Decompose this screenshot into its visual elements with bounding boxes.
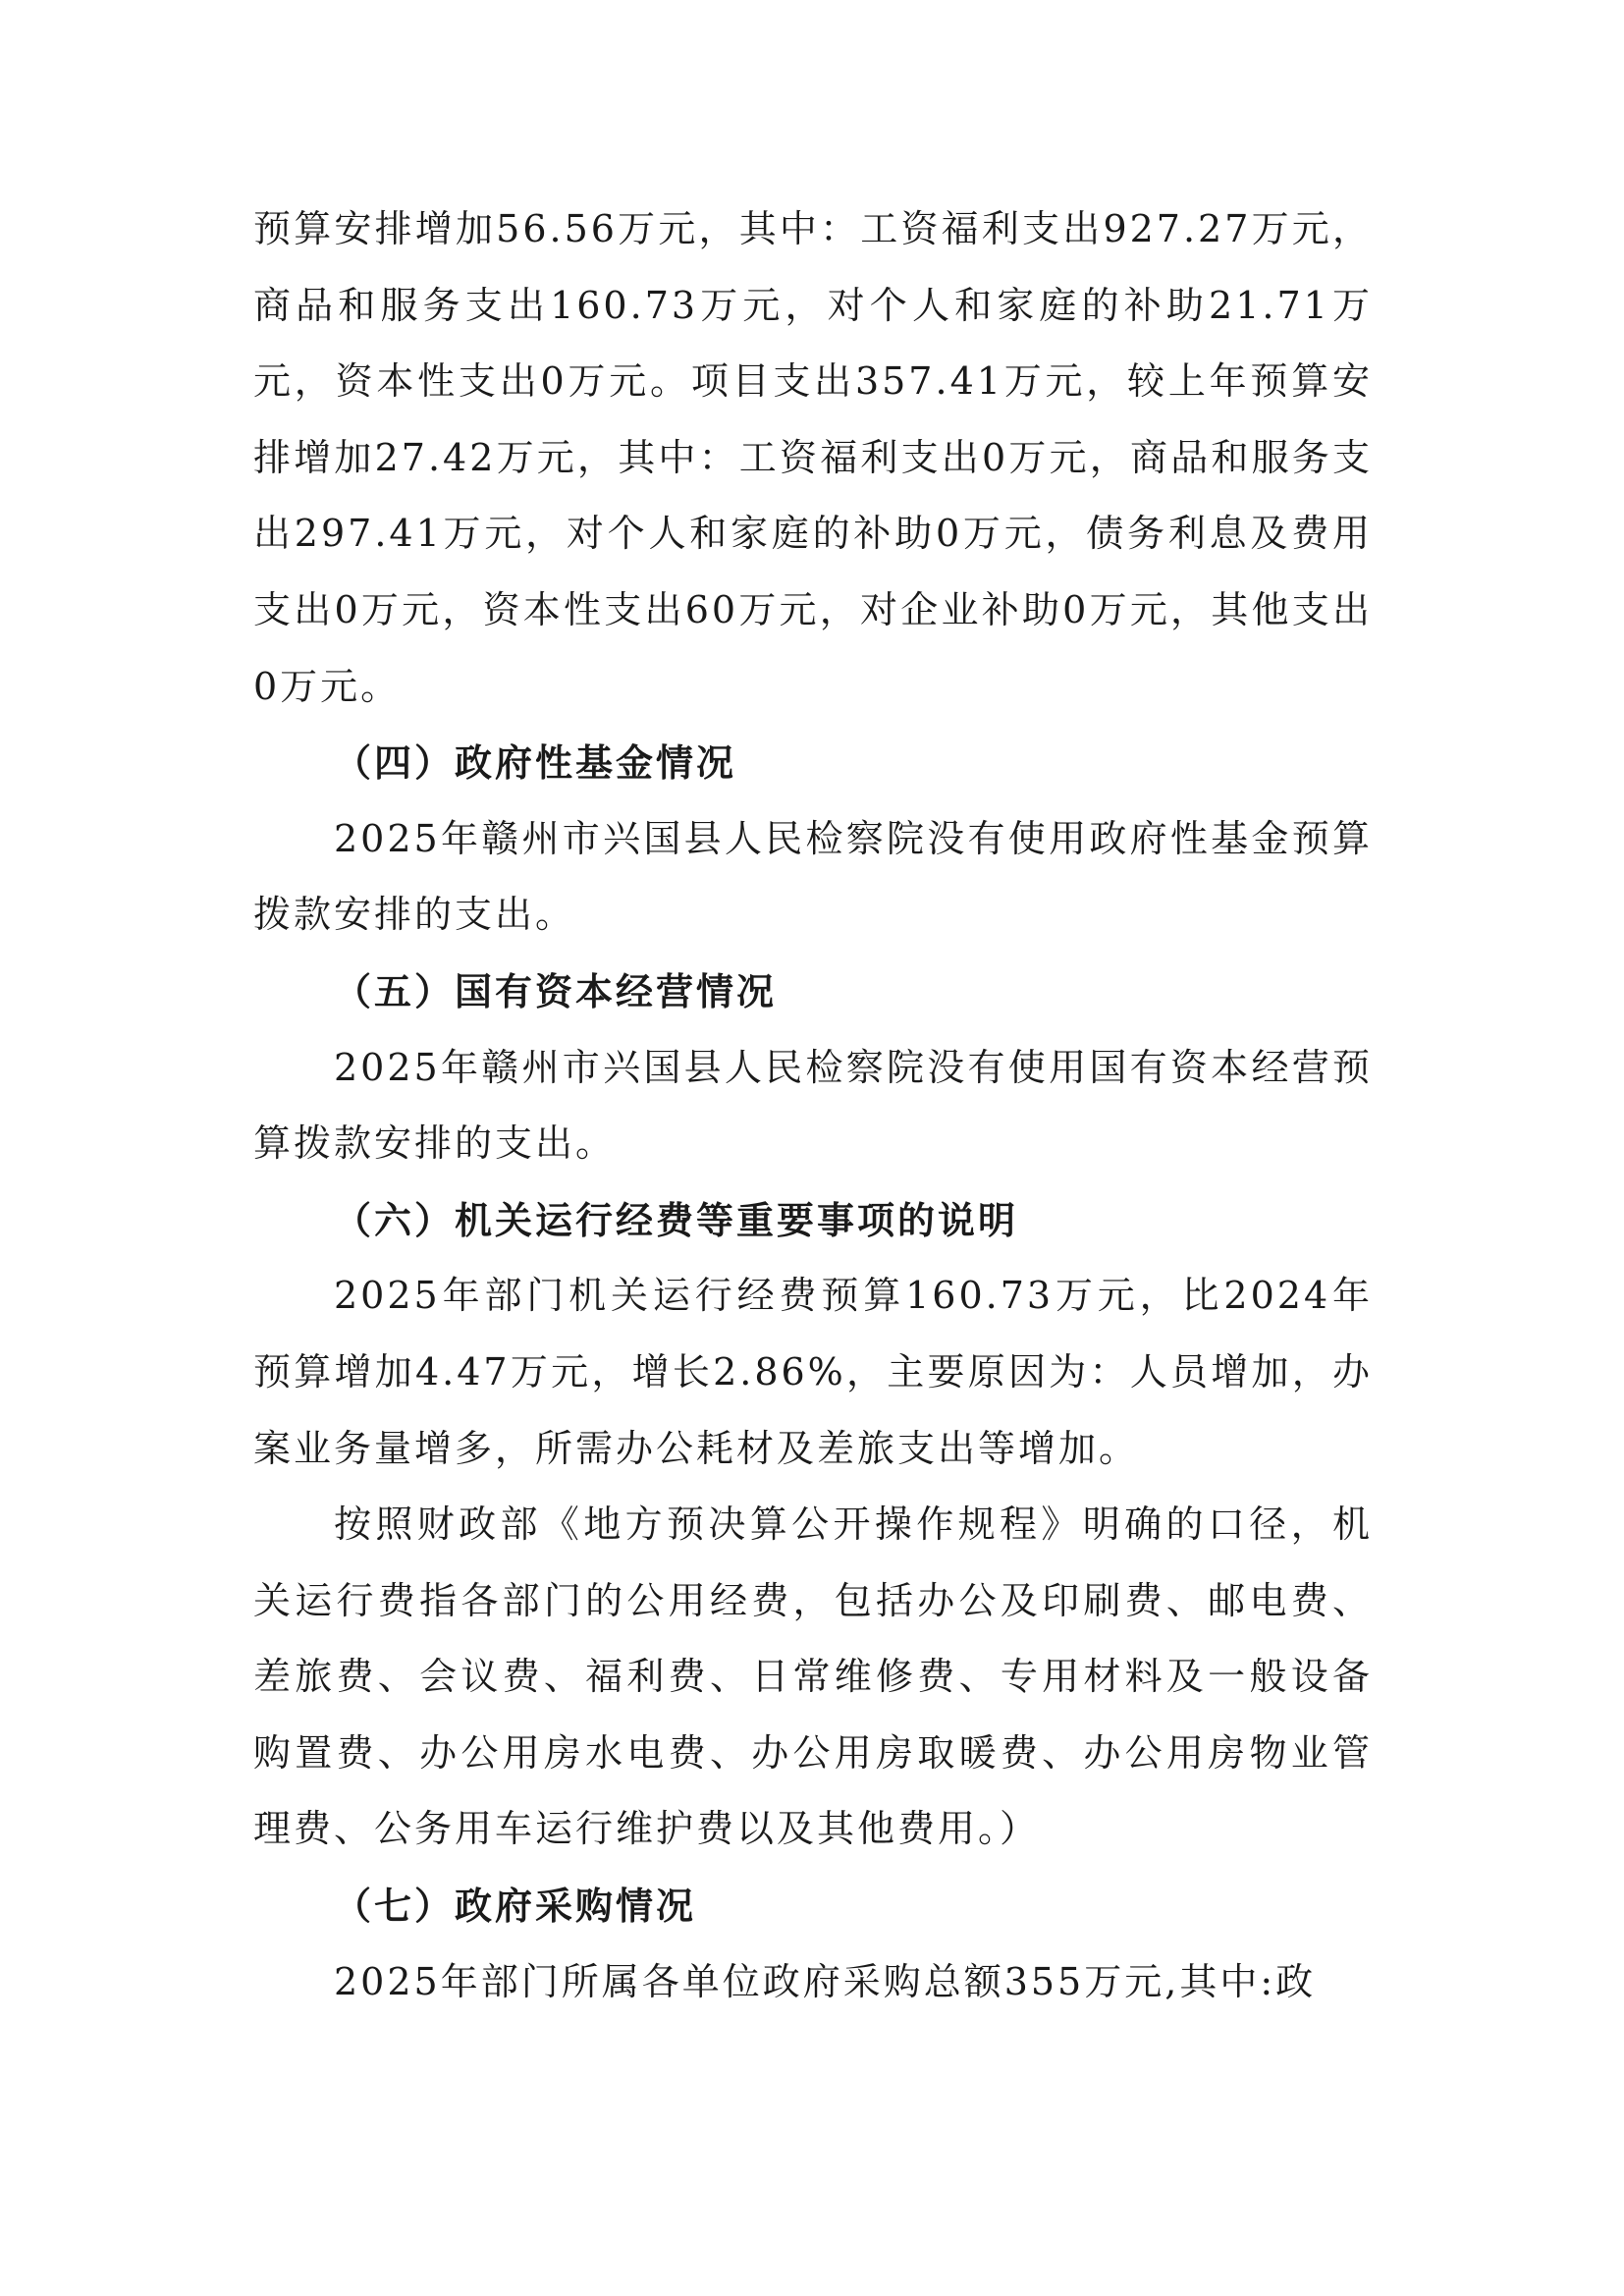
paragraph-government-fund: 2025年赣州市兴国县人民检察院没有使用政府性基金预算拨款安排的支出。 (253, 816, 1373, 937)
heading-procurement: （七）政府采购情况 (334, 1884, 697, 1929)
heading-operating-expenses: （六）机关运行经费等重要事项的说明 (334, 1197, 1019, 1242)
paragraph-operating-expenses: 2025年部门机关运行经费预算160.73万元，比2024年预算增加4.47万元，增长2.86%，主要原因为：人员增加，办案业务量增多，所需办公耗材及差旅支出等增加。 (253, 1274, 1373, 1470)
paragraph-state-capital: 2025年赣州市兴国县人民检察院没有使用国有资本经营预算拨款安排的支出。 (253, 1045, 1373, 1166)
paragraph-operating-expenses-definition: 按照财政部《地方预决算公开操作规程》明确的口径，机关运行费指各部门的公用经费，包括办公及印刷费、邮电费、差旅费、会议费、福利费、日常维修费、专用材料及一般设备购置费、办公用房水电费、办公用房取暖费、办公用房物业管理费、公务用车运行维护费以及其他费用。） (253, 1503, 1373, 1851)
heading-state-capital: （五）国有资本经营情况 (334, 968, 778, 1013)
paragraph-expenditure-detail: 预算安排增加56.56万元，其中：工资福利支出927.27万元，商品和服务支出160.73万元，对个人和家庭的补助21.71万元，资本性支出0万元。项目支出357.41万元，较上年预算安排增加27.42万元，其中：工资福利支出0万元，商品和服务支出297.41万元，对个人和家庭的补助0万元，债务利息及费用支出0万元，资本性支出60万元，对企业补助0万元，其他支出0万元。 (253, 207, 1373, 708)
heading-government-fund: （四）政府性基金情况 (334, 740, 737, 786)
paragraph-procurement: 2025年部门所属各单位政府采购总额355万元,其中:政 (334, 1959, 1317, 2003)
document-body (253, 191, 1373, 2020)
